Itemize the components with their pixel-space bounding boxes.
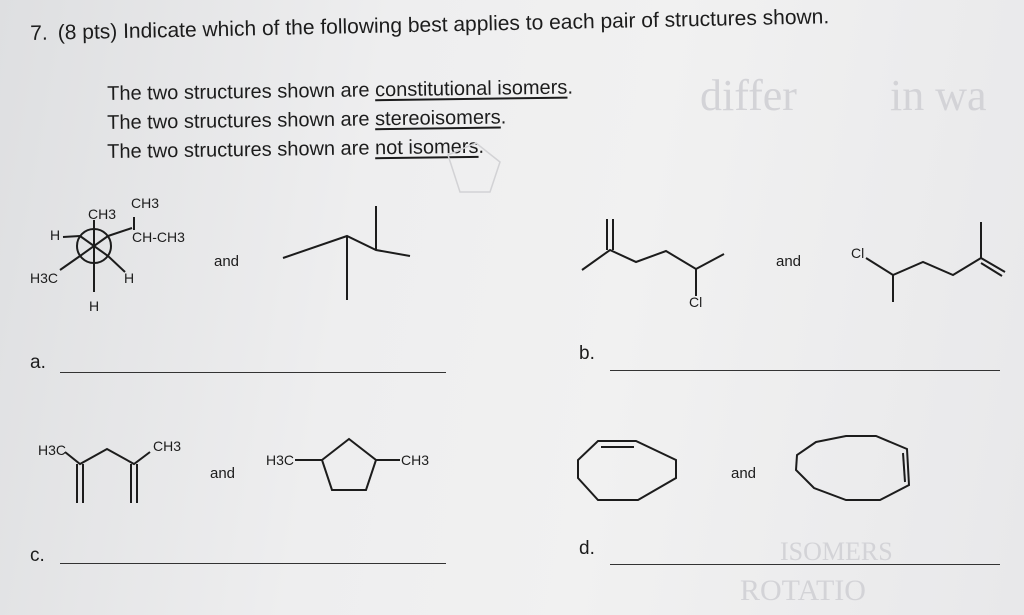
part-d-label: d. [579, 538, 595, 559]
skeletal-b-right [866, 222, 1005, 302]
c-right-methyl-1: H3C [266, 452, 295, 468]
skeletal-b-left [582, 219, 724, 296]
option-stereoisomers: stereoisomers [374, 106, 501, 131]
question-text: (8 pts) Indicate which of the following best applies to each pair of structures shown. [57, 5, 830, 45]
skeletal-d-left [578, 441, 676, 500]
chloro-b-right: Cl [851, 245, 865, 261]
newman-front-left: H [50, 227, 61, 243]
choice-prefix: The two structures shown are [107, 108, 376, 134]
bleed-isomers: ISOMERS [780, 537, 893, 566]
part-b-label: b. [579, 343, 595, 364]
c-left-methyl-2: CH3 [153, 438, 182, 454]
chloro-b-left: Cl [689, 294, 703, 310]
bleed-scribble: differ [700, 71, 797, 120]
skeletal-a-right [283, 206, 410, 300]
and-c: and [210, 465, 236, 482]
newman-back-left: H3C [30, 270, 59, 286]
newman-bottom: H [89, 298, 100, 314]
answer-blank-b[interactable] [610, 370, 1000, 371]
part-c-label: c. [30, 545, 45, 566]
choice-suffix: . [478, 135, 485, 158]
answer-blank-a[interactable] [60, 372, 446, 373]
newman-back-top: CH3 [131, 195, 160, 211]
newman-projection [60, 217, 134, 292]
skeletal-c-right [295, 439, 400, 490]
and-a: and [214, 253, 240, 270]
option-constitutional-isomers: constitutional isomers [374, 76, 568, 102]
c-right-methyl-2: CH3 [401, 452, 430, 468]
and-d: and [731, 465, 757, 482]
part-a-label: a. [30, 352, 46, 373]
and-b: and [776, 253, 802, 270]
skeletal-c-left [65, 449, 150, 503]
choice-suffix: . [567, 76, 574, 99]
newman-front-top: CH3 [88, 206, 117, 222]
skeletal-d-right [796, 436, 909, 500]
choice-prefix: The two structures shown are [107, 79, 376, 105]
c-left-methyl-1: H3C [38, 442, 67, 458]
bleed-rotation: ROTATIO [740, 574, 866, 607]
question-number: 7. [30, 21, 48, 45]
bleed-scribble-2: in wa [890, 71, 987, 120]
choice-suffix: . [500, 106, 507, 129]
newman-back-right: CH-CH3 [132, 229, 185, 245]
choice-prefix: The two structures shown are [107, 137, 376, 163]
bleed-through [448, 71, 987, 607]
newman-front-right: H [124, 270, 135, 286]
option-not-isomers: not isomers [374, 135, 479, 160]
answer-blank-c[interactable] [60, 563, 446, 564]
answer-blank-d[interactable] [610, 564, 1000, 565]
